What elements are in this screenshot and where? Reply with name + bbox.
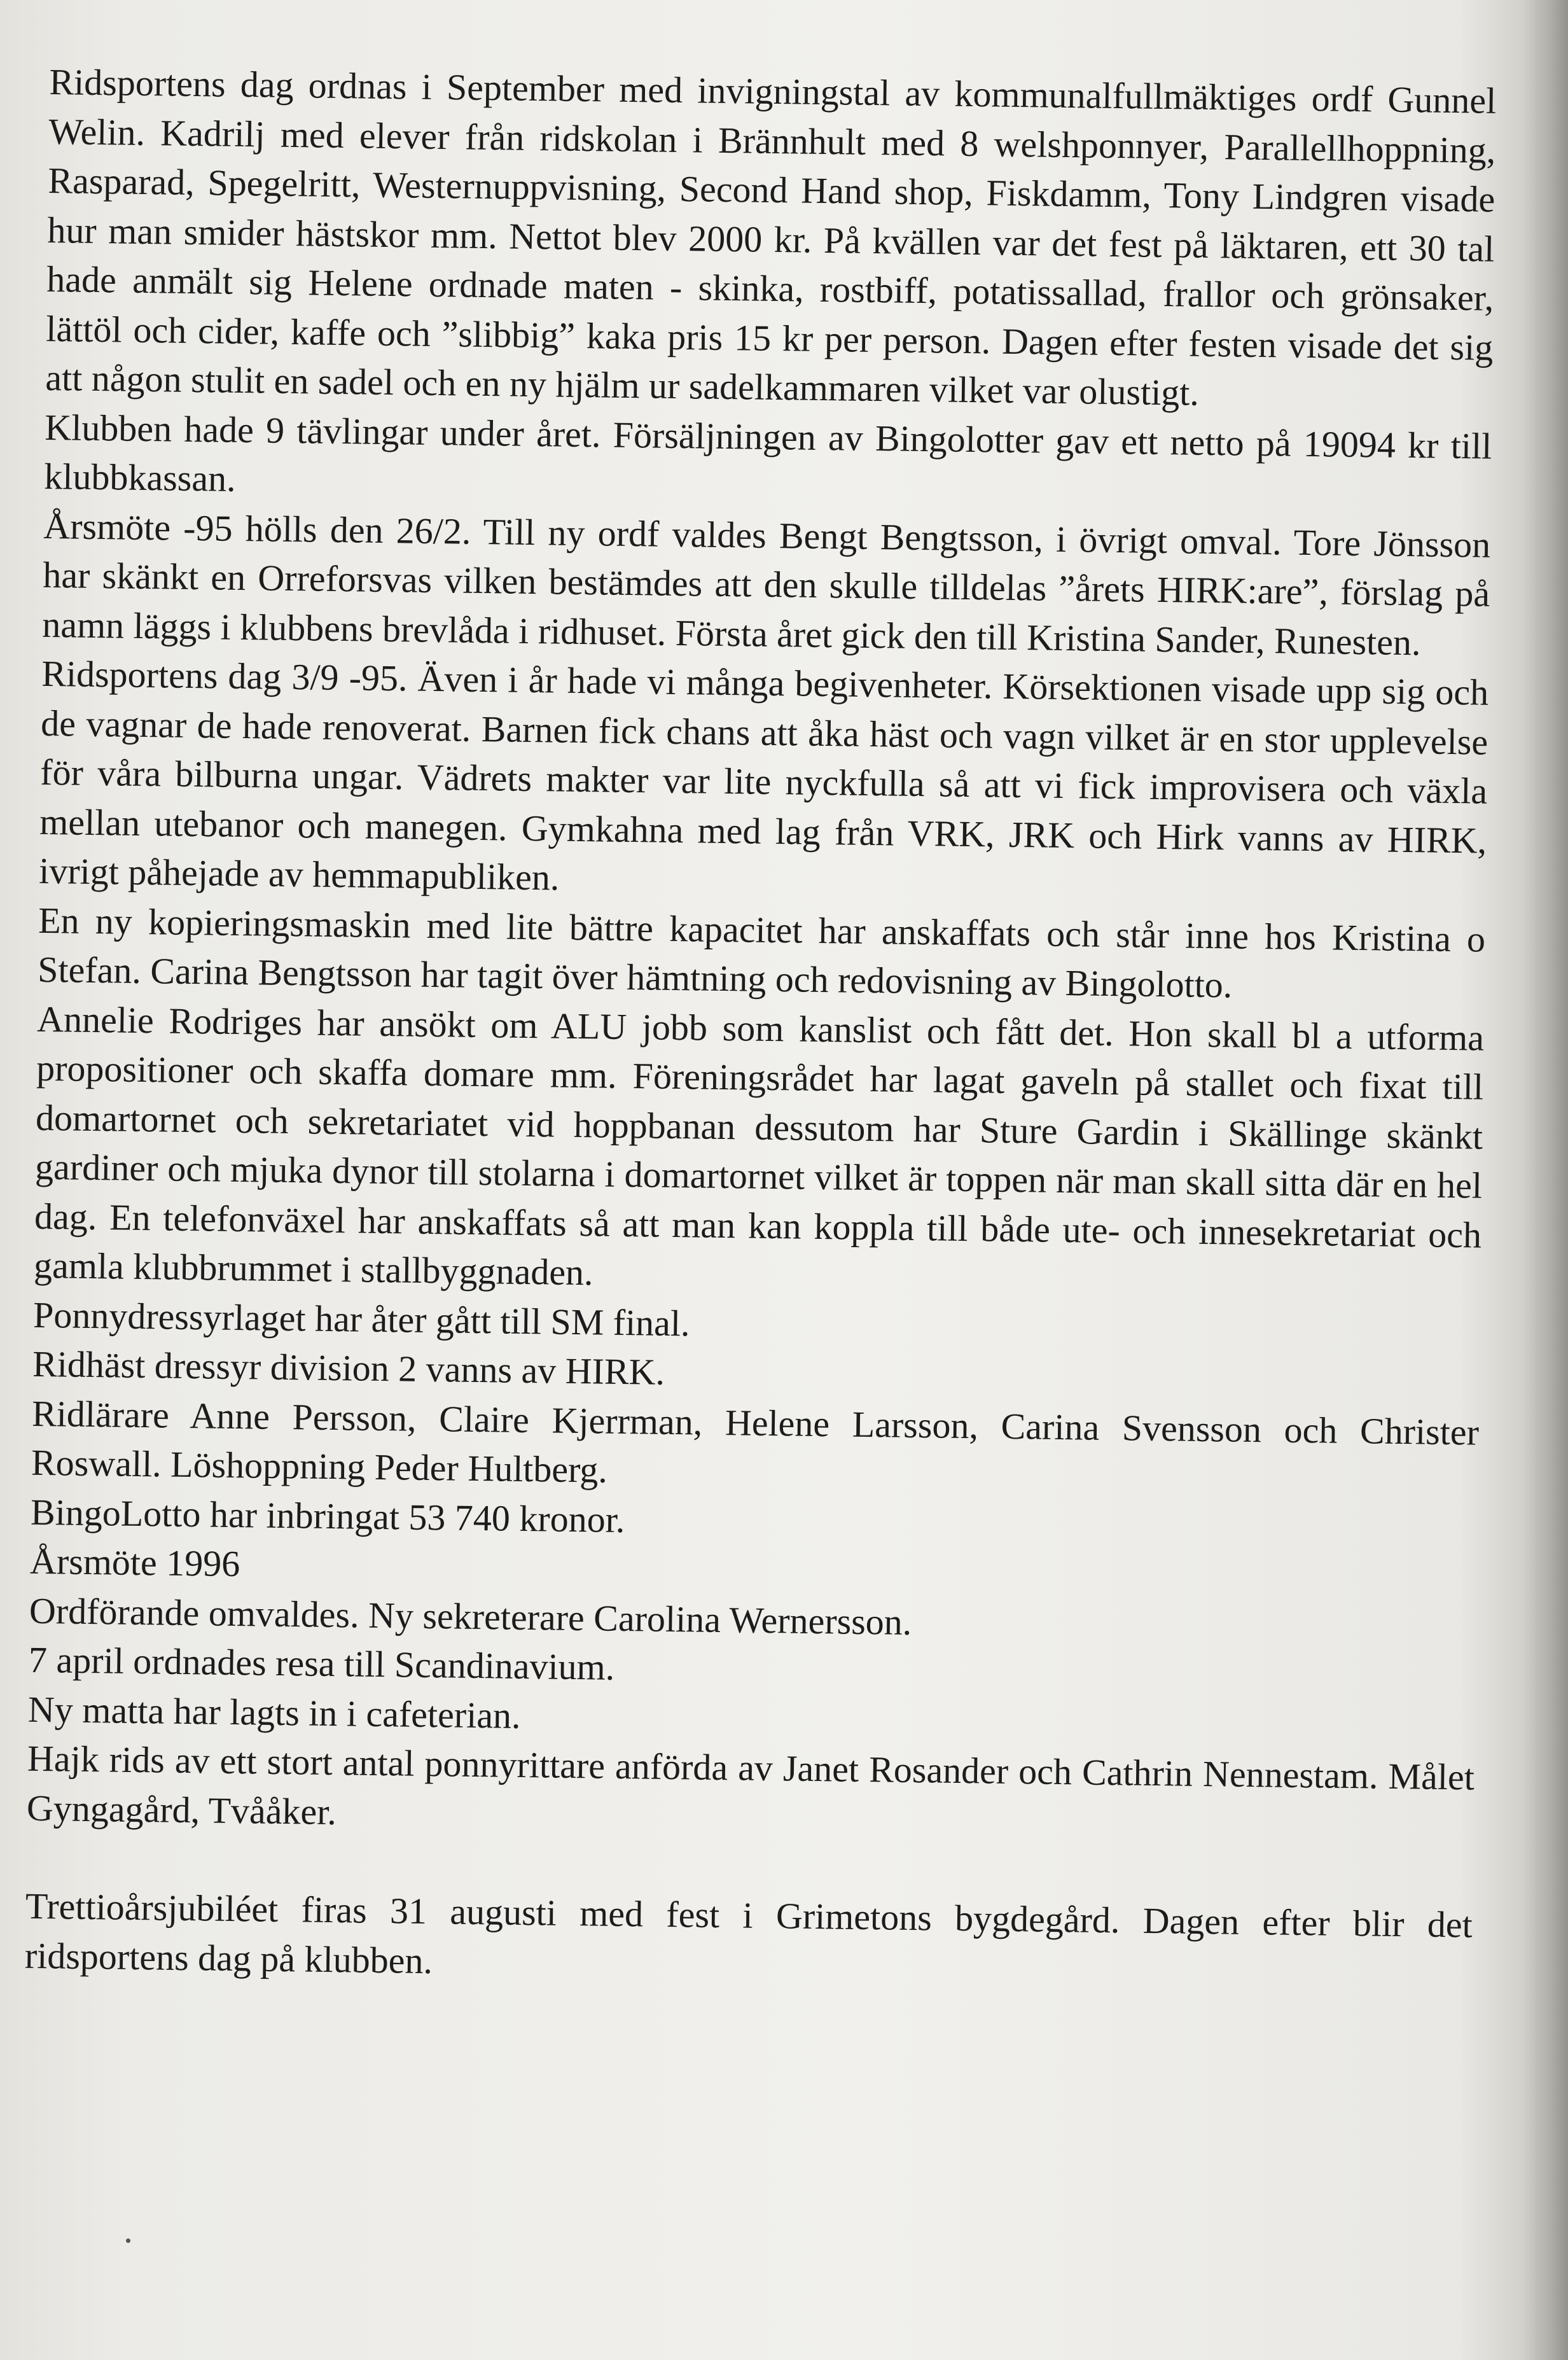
paragraph-alu-jobb: Annelie Rodriges har ansökt om ALU jobb som kanslist och fått det. Hon skall bl a utforma propositioner och skaffa domare mm. Föreningsrådet har lagat gaveln på stallet och fixat till domartornet och sekretariatet vid hoppbanan dessutom har Sture Gardin i Skällinge skänkt gardiner och mjuka dynor till stolarna i domartornet vilket är toppen när man skall sitta där en hel dag. En telefonväxel har anskaffats så att man kan koppla till både ute- och innesekretariat och gamla klubbrummet i stallbyggnaden. bbox=[33, 998, 1485, 1294]
paragraph-bingolotto: BingoLotto har inbringat 53 740 kronor. bbox=[30, 1491, 625, 1540]
ink-speck bbox=[126, 2238, 130, 2243]
page-edge-shadow bbox=[1523, 0, 1568, 2360]
paragraph-matta: Ny matta har lagts in i cafeterian. bbox=[27, 1688, 522, 1736]
paragraph-ordforande: Ordförande omvaldes. Ny sekreterare Carolina Wernersson. bbox=[29, 1589, 912, 1643]
paragraph-hajk: Hajk rids av ett stort antal ponnyrittare anförda av Janet Rosander och Cathrin Nennestam. Målet Gyngagård, Tvååker. bbox=[26, 1737, 1475, 1833]
paragraph-ridsportens-dag-september: Ridsportens dag ordnas i September med invigningstal av kommunalfullmäktiges ordf Gunnel Welin. Kadrilj med elever från ridskolan i Brännhult med 8 welshponnyer, Parallellhoppning, Rasparad, Spegelritt, Westernuppvisning, Second Hand shop, Fiskdamm, Tony Lindgren visade hur man smider hästskor mm. Nettot blev 2000 kr. På kvällen var det fest på läktaren, ett 30 tal hade anmält sig Helene ordnade maten - skinka, rostbiff, potatissallad, frallor och grönsaker, lättöl och cider, kaffe och ”slibbig” kaka pris 15 kr per person. Dagen efter festen visade det sig att någon stulit en sadel och en ny hjälm ur sadelkammaren vilket var olustigt. bbox=[45, 60, 1497, 414]
paragraph-ridhast-dressyr: Ridhäst dressyr division 2 vanns av HIRK. bbox=[32, 1343, 665, 1393]
paragraph-arsmote-95: Årsmöte -95 hölls den 26/2. Till ny ordf valdes Bengt Bengtsson, i övrigt omval. Tore Jönsson har skänkt en Orreforsvas vilken bestämdes att den skulle tilldelas ”årets HIRK:are”, förslag på namn läggs i klubbens brevlåda i ridhuset. Första året gick den till Kristina Sander, Runesten. bbox=[41, 505, 1491, 663]
paragraph-ponnydressyrlaget: Ponnydressyrlaget har åter gått till SM final. bbox=[32, 1294, 690, 1344]
document-body bbox=[24, 57, 1496, 1999]
paragraph-ridlarare: Ridlärare Anne Persson, Claire Kjerrman, Helene Larsson, Carina Svensson och Christer Roswall. Löshoppning Peder Hultberg. bbox=[31, 1392, 1480, 1491]
paragraph-tavlingar: Klubben hade 9 tävlingar under året. Försäljningen av Bingolotter gav ett netto på 19094 kr till klubbkassan. bbox=[43, 406, 1492, 499]
paragraph-trettioarsjubileet: Trettioårsjubiléet firas 31 augusti med fest i Grimetons bygdegård. Dagen efter blir det ridsportens dag på klubben. bbox=[24, 1885, 1473, 1981]
paragraph-ridsportens-dag-95: Ridsportens dag 3/9 -95. Även i år hade vi många begivenheter. Körsektionen visade upp sig och de vagnar de hade renoverat. Barnen fick chans att åka häst och vagn vilket är en stor upplevelse för våra bilburna ungar. Vädrets makter var lite nyckfulla så att vi fick improvisera och växla mellan utebanor och manegen. Gymkahna med lag från VRK, JRK och Hirk vanns av HIRK, ivrigt påhejade av hemmapubliken. bbox=[38, 652, 1489, 898]
paragraph-kopieringsmaskin: En ny kopieringsmaskin med lite bättre kapacitet har anskaffats och står inne hos Kristina o Stefan. Carina Bengtsson har tagit över hämtning och redovisning av Bingolotto. bbox=[37, 899, 1486, 1006]
paragraph-arsmote-1996: Årsmöte 1996 bbox=[29, 1540, 240, 1585]
paragraph-scandinavium: 7 april ordnades resa till Scandinavium. bbox=[28, 1638, 615, 1688]
